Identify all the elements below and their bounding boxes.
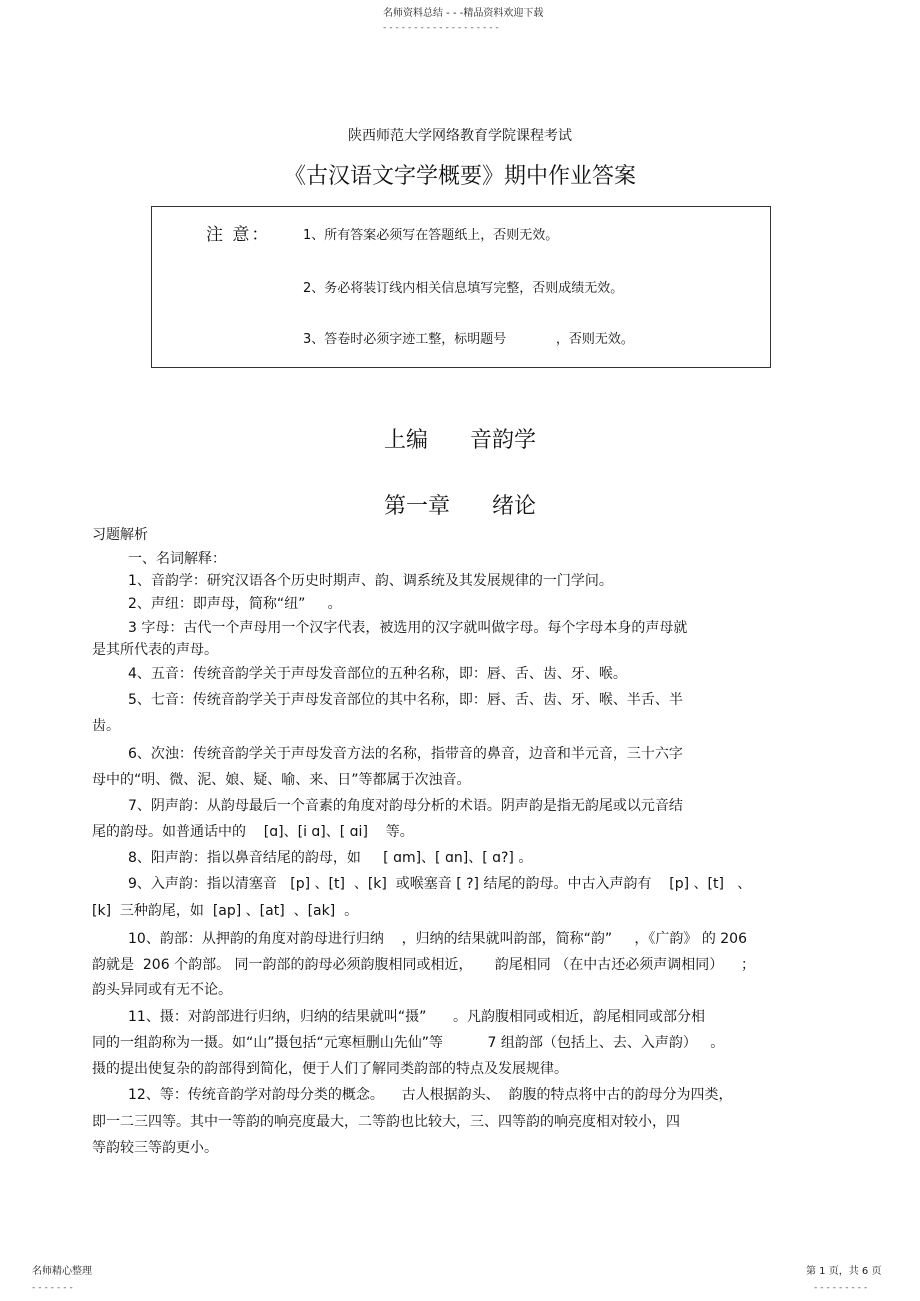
header-divider: -------------------: [383, 23, 502, 33]
page-number: 第 1 页，共 6 页: [806, 1266, 882, 1277]
page-header: 名师资料总结 - - -精品资料欢迎下载: [383, 8, 544, 19]
part-heading: 上编 音韵学: [384, 428, 536, 453]
body-line: 9、入声韵：指以清塞音 [p] 、[t] 、[k] 或喉塞音 [ ?] 结尾的韵母。中古入声韵有 [p] 、[t] 、: [128, 876, 752, 892]
body-line: 1、音韵学：研究汉语各个历史时期声、韵、调系统及其发展规律的一门学问。: [128, 573, 613, 589]
body-line: 10、韵部：从押韵的角度对韵母进行归纳 ，归纳的结果就叫韵部，简称“韵” ，《广韵》 的 206: [128, 931, 747, 947]
notice-label: 注 意：: [206, 225, 271, 245]
body-line: 12、等：传统音韵学对韵母分类的概念。 古人根据韵头、 韵腹的特点将中古的韵母分为四类，: [128, 1087, 733, 1103]
footer-right-divider: ---------: [814, 1283, 871, 1293]
body-line: 等韵较三等韵更小。: [92, 1140, 218, 1156]
body-line: 齿。: [92, 718, 120, 734]
footer-left: 名师精心整理: [32, 1266, 92, 1277]
body-line: 是其所代表的声母。: [92, 642, 218, 658]
body-line: 8、阳声韵：指以鼻音结尾的韵母，如 [ ɑm]、[ ɑn]、[ ɑ?] 。: [128, 850, 533, 866]
notice-item: 1、所有答案必须写在答题纸上，否则无效。: [303, 228, 559, 243]
body-line: 6、次浊：传统音韵学关于声母发音方法的名称，指带音的鼻音，边音和半元音，三十六字: [128, 746, 683, 762]
body-line: 3 字母：古代一个声母用一个汉字代表，被选用的汉字就叫做字母。每个字母本身的声母就: [128, 620, 688, 636]
document-title: 《古汉语文字学概要》期中作业答案: [283, 164, 636, 189]
section-label: 习题解析: [92, 527, 148, 543]
body-line: 韵头异同或有无不论。: [92, 982, 232, 998]
body-line: 韵就是 206 个韵部。 同一韵部的韵母必须韵腹相同或相近， 韵尾相同 （在中古还必须声调相同） ；: [92, 957, 756, 973]
body-line: 摄的提出使复杂的韵部得到简化，便于人们了解同类韵部的特点及发展规律。: [92, 1061, 568, 1077]
body-line: 2、声纽：即声母，简称“纽” 。: [128, 596, 342, 612]
footer-left-divider: -------: [32, 1283, 76, 1293]
notice-item: 3、答卷时必须字迹工整，标明题号 ，否则无效。: [303, 332, 634, 347]
notice-item: 2、务必将装订线内相关信息填写完整，否则成绩无效。: [303, 281, 624, 296]
body-line: 4、五音：传统音韵学关于声母发音部位的五种名称，即：唇、舌、齿、牙、喉。: [128, 666, 627, 682]
body-line: 11、摄：对韵部进行归纳，归纳的结果就叫“摄” 。凡韵腹相同或相近，韵尾相同或部分相: [128, 1009, 706, 1025]
body-line: 5、七音：传统音韵学关于声母发音部位的其中名称，即：唇、舌、齿、牙、喉、半舌、半: [128, 692, 683, 708]
body-line: 尾的韵母。如普通话中的 [ɑ]、[i ɑ]、[ ɑi] 等。: [92, 824, 414, 840]
body-line: 同的一组韵称为一摄。如“山”摄包括“元寒桓删山先仙”等 7 组韵部（包括上、去、入声韵） 。: [92, 1035, 725, 1051]
body-line: 一、名词解释：: [128, 551, 226, 567]
body-line: 即一二三四等。其中一等韵的响亮度最大，二等韵也比较大，三、四等韵的响亮度相对较小，四: [92, 1114, 680, 1130]
chapter-heading: 第一章 绪论: [384, 494, 536, 519]
institution-title: 陕西师范大学网络教育学院课程考试: [348, 128, 572, 144]
body-line: 母中的“明、微、泥、娘、疑、喻、来、日”等都属于次浊音。: [92, 772, 471, 788]
body-line: [k] 三种韵尾，如 [ap] 、[at] 、[ak] 。: [92, 903, 359, 919]
body-line: 7、阴声韵：从韵母最后一个音素的角度对韵母分析的术语。阴声韵是指无韵尾或以元音结: [128, 798, 683, 814]
